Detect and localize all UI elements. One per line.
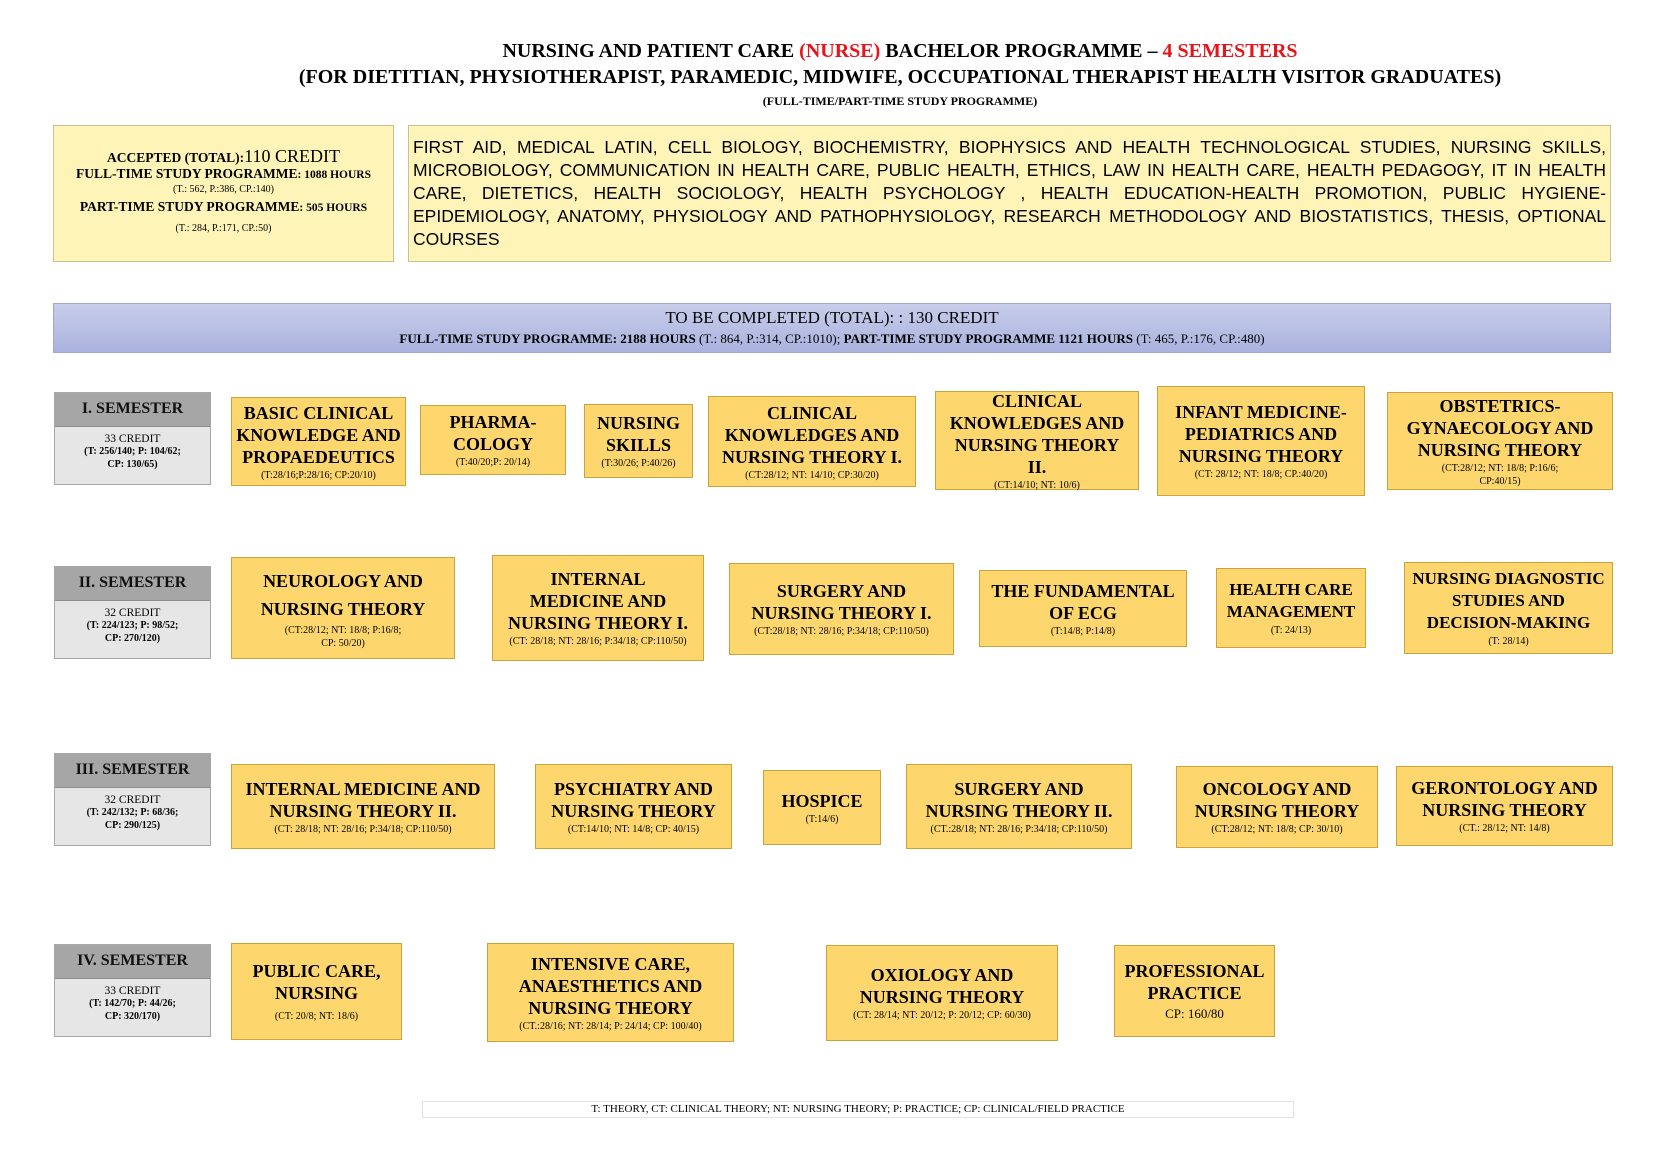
course-box (231, 943, 402, 1040)
parttime-hours: : 505 HOURS (299, 202, 368, 214)
semester-4-card (54, 944, 211, 1037)
course-box (729, 563, 954, 655)
course-hours: (CT: 28/18; NT: 28/16; P:34/18; CP:110/50) (274, 823, 452, 835)
total-fulltime-detail: (T.: 864, P.:314, CP.:1010); (695, 331, 844, 346)
course-hours: (CT.:28/18; NT: 28/16; P:34/18; CP:110/50) (930, 823, 1108, 835)
total-credits-bar (53, 303, 1611, 353)
course-box (935, 391, 1139, 490)
course-name: OXIOLOGY AND NURSING THEORY (859, 965, 1025, 1007)
course-hours: (CT: 28/14; NT: 20/12; P: 20/12; CP: 60/30) (853, 1010, 1031, 1021)
course-hours: (CT:28/12; NT: 18/8; P:16/6; CP:40/15) (1441, 462, 1559, 487)
course-box (584, 404, 693, 478)
course-box (1114, 945, 1275, 1037)
course-hours: (T:30/26; P:40/26) (601, 458, 676, 469)
course-name: PUBLIC CARE, NURSING (252, 961, 381, 1003)
course-box (1387, 392, 1613, 490)
course-hours: (T:14/8; P:14/8) (1050, 625, 1116, 637)
course-box (979, 570, 1187, 647)
course-name: HEALTH CARE MANAGEMENT (1226, 580, 1356, 621)
total-parttime-label: PART-TIME STUDY PROGRAMME 1121 HOURS (843, 331, 1134, 346)
semester-1-card (54, 392, 211, 485)
course-name: INFANT MEDICINE-PEDIATRICS AND NURSING THEORY (1175, 402, 1347, 466)
course-name: ONCOLOGY AND NURSING THEORY (1194, 779, 1360, 821)
course-hours: CP: 160/80 (1165, 1006, 1224, 1021)
accepted-parttime (54, 199, 393, 216)
course-name: INTERNAL MEDICINE AND NURSING THEORY II. (245, 778, 481, 821)
course-box (231, 397, 406, 486)
semester-detail: (T: 224/123; P: 98/52; (86, 620, 179, 631)
course-name: SURGERY AND NURSING THEORY II. (925, 778, 1113, 821)
semester-detail: CP: 270/120) (104, 633, 161, 644)
course-hours: (CT:28/12; NT: 18/8; P:16/8; CP: 50/20) (284, 624, 402, 649)
total-fulltime-label: FULL-TIME STUDY PROGRAMME: 2188 HOURS (399, 331, 696, 346)
course-box (420, 405, 566, 475)
course-name: THE FUNDAMENTAL OF ECG (991, 580, 1175, 623)
course-name: INTENSIVE CARE, ANAESTHETICS AND NURSING THEORY (518, 953, 703, 1018)
course-name: HOSPICE (781, 790, 863, 811)
abbreviation-legend: T: THEORY, CT: CLINICAL THEORY; NT: NURSING THEORY; P: PRACTICE; CP: CLINICAL/FIELD PRACTICE (422, 1101, 1294, 1118)
course-hours: (T:28/16;P:28/16; CP:20/10) (261, 469, 376, 481)
accepted-fulltime-detail: (T.: 562, P.:386, CP.:140) (173, 184, 274, 195)
course-box (1396, 766, 1613, 846)
semester-title: II. SEMESTER (55, 567, 210, 601)
course-name: BASIC CLINICAL KNOWLEDGE AND PROPAEDEUTICS (236, 402, 401, 467)
course-name: NEUROLOGY AND NURSING THEORY (260, 570, 426, 619)
title-semesters-highlight: 4 SEMESTERS (1162, 40, 1298, 62)
course-hours: (CT:14/10; NT: 14/8; CP: 40/15) (567, 823, 700, 835)
total-credit-line: TO BE COMPLETED (TOTAL): : 130 CREDIT (665, 308, 999, 327)
accepted-parttime-detail: (T.: 284, P.:171, CP.:50) (175, 223, 272, 234)
semester-credit: 32 CREDIT (104, 607, 161, 619)
title-nurse-highlight: (NURSE) (799, 40, 881, 62)
programme-title (150, 40, 1650, 63)
course-name: PROFESSIONAL PRACTICE (1124, 961, 1265, 1003)
programme-mode: (FULL-TIME/PART-TIME STUDY PROGRAMME) (762, 94, 1038, 108)
semester-credit: 32 CREDIT (104, 794, 161, 806)
accepted-credits-box (53, 125, 394, 262)
course-hours: (T: 28/14) (1488, 636, 1529, 647)
semester-title: III. SEMESTER (55, 754, 210, 788)
course-box (1157, 386, 1365, 496)
course-name: SURGERY AND NURSING THEORY I. (751, 581, 932, 623)
course-box (231, 764, 495, 849)
total-parttime-detail: (T: 465, P.:176, CP.:480) (1133, 331, 1265, 346)
course-box (1404, 562, 1613, 654)
semester-3-card (54, 753, 211, 846)
semester-detail: CP: 320/170) (104, 1011, 161, 1022)
semester-title: IV. SEMESTER (55, 945, 210, 979)
course-hours: (CT: 20/8; NT: 18/6) (274, 1011, 359, 1022)
semester-title: I. SEMESTER (55, 393, 210, 427)
course-name: NURSING DIAGNOSTIC STUDIES AND DECISION-MAKING (1412, 569, 1605, 632)
course-hours: (CT.:28/16; NT: 28/14; P: 24/14; CP: 100/40) (519, 1020, 702, 1032)
programme-subtitle: (FOR DIETITIAN, PHYSIOTHERAPIST, PARAMEDIC, MIDWIFE, OCCUPATIONAL THERAPIST HEALTH VISITOR GRADUATES) (298, 66, 1502, 88)
course-name: GERONTOLOGY AND NURSING THEORY (1411, 778, 1598, 820)
semester-2-card (54, 566, 211, 659)
fulltime-hours: : 1088 HOURS (297, 169, 371, 181)
title-part: BACHELOR PROGRAMME – (880, 40, 1163, 62)
course-name: CLINICAL KNOWLEDGES AND NURSING THEORY II. (949, 390, 1125, 477)
course-box (492, 555, 704, 661)
course-hours: (T:14/6) (805, 813, 839, 825)
fulltime-label: FULL-TIME STUDY PROGRAMME (76, 166, 298, 181)
course-hours: (CT: 28/18; NT: 28/16; P:34/18; CP:110/50) (509, 636, 687, 647)
course-name: INTERNAL MEDICINE AND NURSING THEORY I. (508, 569, 688, 633)
course-box (487, 943, 734, 1042)
parttime-label: PART-TIME STUDY PROGRAMME (79, 199, 300, 214)
accepted-courses-list: FIRST AID, MEDICAL LATIN, CELL BIOLOGY, BIOCHEMISTRY, BIOPHYSICS AND HEALTH TECHNOLOGICAL STUDIES, NURSING SKILLS, MICROBIOLOGY, COMMUNICATION IN HEALTH CARE, PUBLIC HEALTH, ETHICS, LAW IN HEALTH CARE, HEALTH PEDAGOGY, IT IN HEALTH CARE, DIETETICS, HEALTH SOCIOLOGY, HEALTH PSYCHOLOGY , HEALTH EDUCATION-HEALTH PROMOTION, PUBLIC HYGIENE-EPIDEMIOLOGY, ANATOMY, PHYSIOLOGY AND PATHOPHYSIOLOGY, RESEARCH METHODOLOGY AND BIOSTATISTICS, THESIS, OPTIONAL COURSES (408, 125, 1611, 262)
accepted-credit: 110 CREDIT (244, 146, 340, 166)
course-hours: (CT:28/12; NT: 14/10; CP:30/20) (745, 469, 879, 481)
course-hours: (CT: 28/12; NT: 18/8; CP.:40/20) (1194, 469, 1328, 480)
accepted-total (54, 148, 393, 166)
course-box (826, 945, 1058, 1041)
course-name: OBSTETRICS-GYNAECOLOGY AND NURSING THEORY (1406, 395, 1594, 460)
course-box (1216, 568, 1366, 648)
total-hours-line (54, 331, 1610, 347)
course-hours: (CT:14/10; NT: 10/6) (994, 479, 1080, 491)
semester-credit: 33 CREDIT (104, 433, 161, 445)
accepted-fulltime (54, 166, 393, 183)
semester-detail: CP: 130/65) (107, 459, 158, 470)
course-box (535, 764, 732, 849)
semester-detail: (T: 242/132; P: 68/36; (86, 807, 179, 818)
course-box (231, 557, 455, 659)
course-name: CLINICAL KNOWLEDGES AND NURSING THEORY I. (722, 402, 902, 467)
course-hours: (CT:28/18; NT: 28/16; P:34/18; CP:110/50) (754, 626, 929, 637)
course-name: PHARMA-COLOGY (449, 412, 537, 454)
course-box (708, 396, 916, 487)
semester-detail: CP: 290/125) (104, 820, 161, 831)
accepted-label: ACCEPTED (TOTAL): (107, 150, 245, 165)
title-part: NURSING AND PATIENT CARE (502, 40, 800, 62)
semester-detail: (T: 256/140; P: 104/62; (84, 446, 181, 457)
semester-detail: (T: 142/70; P: 44/26; (89, 998, 176, 1009)
course-name: NURSING SKILLS (596, 413, 680, 455)
course-box (763, 770, 881, 845)
course-hours: (T:40/20;P: 20/14) (455, 457, 531, 468)
course-hours: (T: 24/13) (1270, 625, 1312, 636)
course-name: PSYCHIATRY AND NURSING THEORY (551, 778, 716, 821)
course-hours: (CT:28/12; NT: 18/8; CP: 30/10) (1211, 824, 1343, 835)
semester-credit: 33 CREDIT (104, 985, 161, 997)
course-hours: (CT.: 28/12; NT: 14/8) (1459, 823, 1550, 834)
course-box (1176, 766, 1378, 848)
course-box (906, 764, 1132, 849)
